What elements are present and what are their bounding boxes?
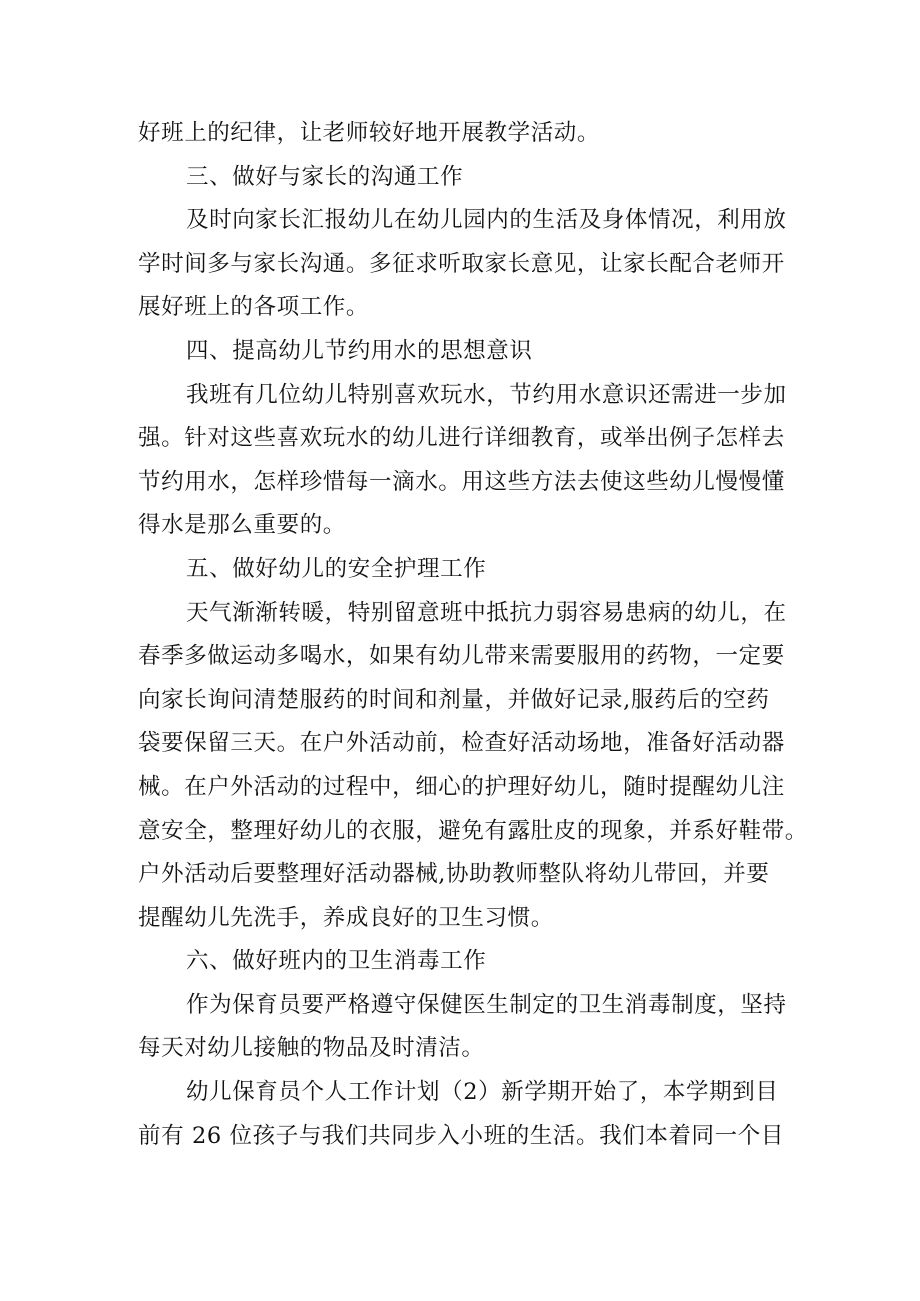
body-line: 意安全，整理好幼儿的衣服，避免有露肚皮的现象，并系好鞋带。	[138, 817, 808, 844]
section-heading-3: 三、做好与家长的沟通工作	[186, 163, 464, 190]
body-line: 学时间多与家长沟通。多征求听取家长意见，让家长配合老师开	[138, 250, 785, 277]
body-line: 每天对幼儿接触的物品及时清洁。	[138, 1035, 485, 1062]
document-body	[138, 112, 808, 1158]
body-line: 幼儿保育员个人工作计划（2）新学期开始了，本学期到目	[186, 1079, 779, 1106]
body-line: 春季多做运动多喝水，如果有幼儿带来需要服用的药物，一定要	[138, 643, 785, 670]
body-line: 户外活动后要整理好活动器械,协助教师整队将幼儿带回，并要	[138, 861, 770, 888]
body-line: 强。针对这些喜欢玩水的幼儿进行详细教育，或举出例子怎样去	[138, 425, 785, 452]
body-line: 好班上的纪律，让老师较好地开展教学活动。	[138, 120, 601, 146]
body-line: 节约用水，怎样珍惜每一滴水。用这些方法去使这些幼儿慢慢懂	[138, 468, 785, 495]
body-line: 天气渐渐转暖，特别留意班中抵抗力弱容易患病的幼儿，在	[186, 599, 787, 626]
body-line: 作为保育员要严格遵守保健医生制定的卫生消毒制度，坚持	[186, 991, 787, 1018]
body-line: 展好班上的各项工作。	[138, 294, 370, 321]
body-line: 提醒幼儿先洗手，养成良好的卫生习惯。	[138, 904, 554, 931]
section-heading-5: 五、做好幼儿的安全护理工作	[186, 555, 487, 582]
body-line: 械。在户外活动的过程中，细心的护理好幼儿，随时提醒幼儿注	[138, 773, 785, 800]
body-line: 前有 26 位孩子与我们共同步入小班的生活。我们本着同一个目	[138, 1122, 784, 1149]
section-heading-4: 四、提高幼儿节约用水的思想意识	[186, 337, 533, 364]
body-line: 我班有几位幼儿特别喜欢玩水，节约用水意识还需进一步加	[186, 381, 787, 408]
body-line: 得水是那么重要的。	[138, 512, 346, 539]
body-line: 向家长询问清楚服药的时间和剂量，并做好记录,服药后的空药	[138, 686, 770, 713]
body-line: 袋要保留三天。在户外活动前，检查好活动场地，准备好活动器	[138, 730, 785, 757]
section-heading-6: 六、做好班内的卫生消毒工作	[186, 948, 487, 975]
body-line: 及时向家长汇报幼儿在幼儿园内的生活及身体情况，利用放	[186, 207, 787, 234]
